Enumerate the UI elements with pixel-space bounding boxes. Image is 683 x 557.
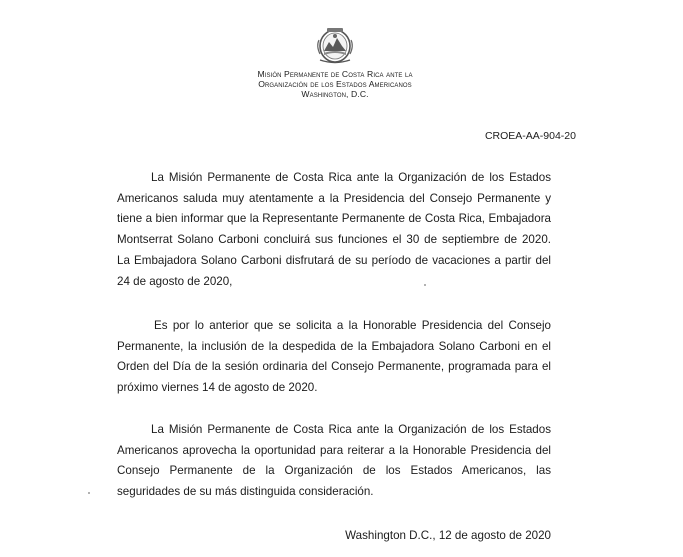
paragraph-line: La Embajadora Solano Carboni disfrutará de su período de vacaciones a partir del <box>117 253 551 267</box>
letterhead-organization: Organización de los Estados Americanos <box>258 79 412 89</box>
coat-of-arms-icon <box>314 24 356 66</box>
paragraph-line: tiene a bien informar que la Representante Permanente de Costa Rica, Embajadora <box>117 212 551 226</box>
paragraph-line: seguridades de su más distinguida consideración. <box>117 485 374 499</box>
scan-speck <box>88 492 90 494</box>
paragraph-2 <box>117 316 551 399</box>
paragraph-line: Montserrat Solano Carboni concluirá sus funciones el 30 de septiembre de 2020. <box>117 233 551 247</box>
letterhead <box>180 69 490 99</box>
paragraph-line: Permanente, la inclusión de la despedida de la Embajadora Solano Carboni en el <box>117 339 551 353</box>
letterhead-mission: Misión Permanente de Costa Rica ante la <box>257 69 413 79</box>
paragraph-line: La Misión Permanente de Costa Rica ante la Organización de los Estados <box>151 423 551 436</box>
paragraph-line: 24 de agosto de 2020, <box>117 274 233 288</box>
paragraph-line: Consejo Permanente de la Organización de los Estados Americanos, las <box>117 464 551 478</box>
paragraph-1 <box>117 168 551 292</box>
paragraph-line: próximo viernes 14 de agosto de 2020. <box>117 381 318 395</box>
paragraph-line: Americanos saluda muy atentamente a la Presidencia del Consejo Permanente y <box>117 191 551 205</box>
paragraph-line: Orden del Día de la sesión ordinaria del Consejo Permanente, programada para el <box>117 360 551 374</box>
letterhead-city: Washington, D.C. <box>301 89 369 99</box>
scan-speck <box>424 284 426 286</box>
paragraph-3 <box>117 420 551 503</box>
reference-number: CROEA-AA-904-20 <box>484 130 576 142</box>
paragraph-line: Americanos aprovecha la oportunidad para reiterar a la Honorable Presidencia del <box>117 443 551 457</box>
paragraph-line: Es por lo anterior que se solicita a la Honorable Presidencia del Consejo <box>154 319 551 332</box>
closing-date: Washington D.C., 12 de agosto de 2020 <box>345 529 551 542</box>
paragraph-line: La Misión Permanente de Costa Rica ante la Organización de los Estados <box>151 171 551 184</box>
